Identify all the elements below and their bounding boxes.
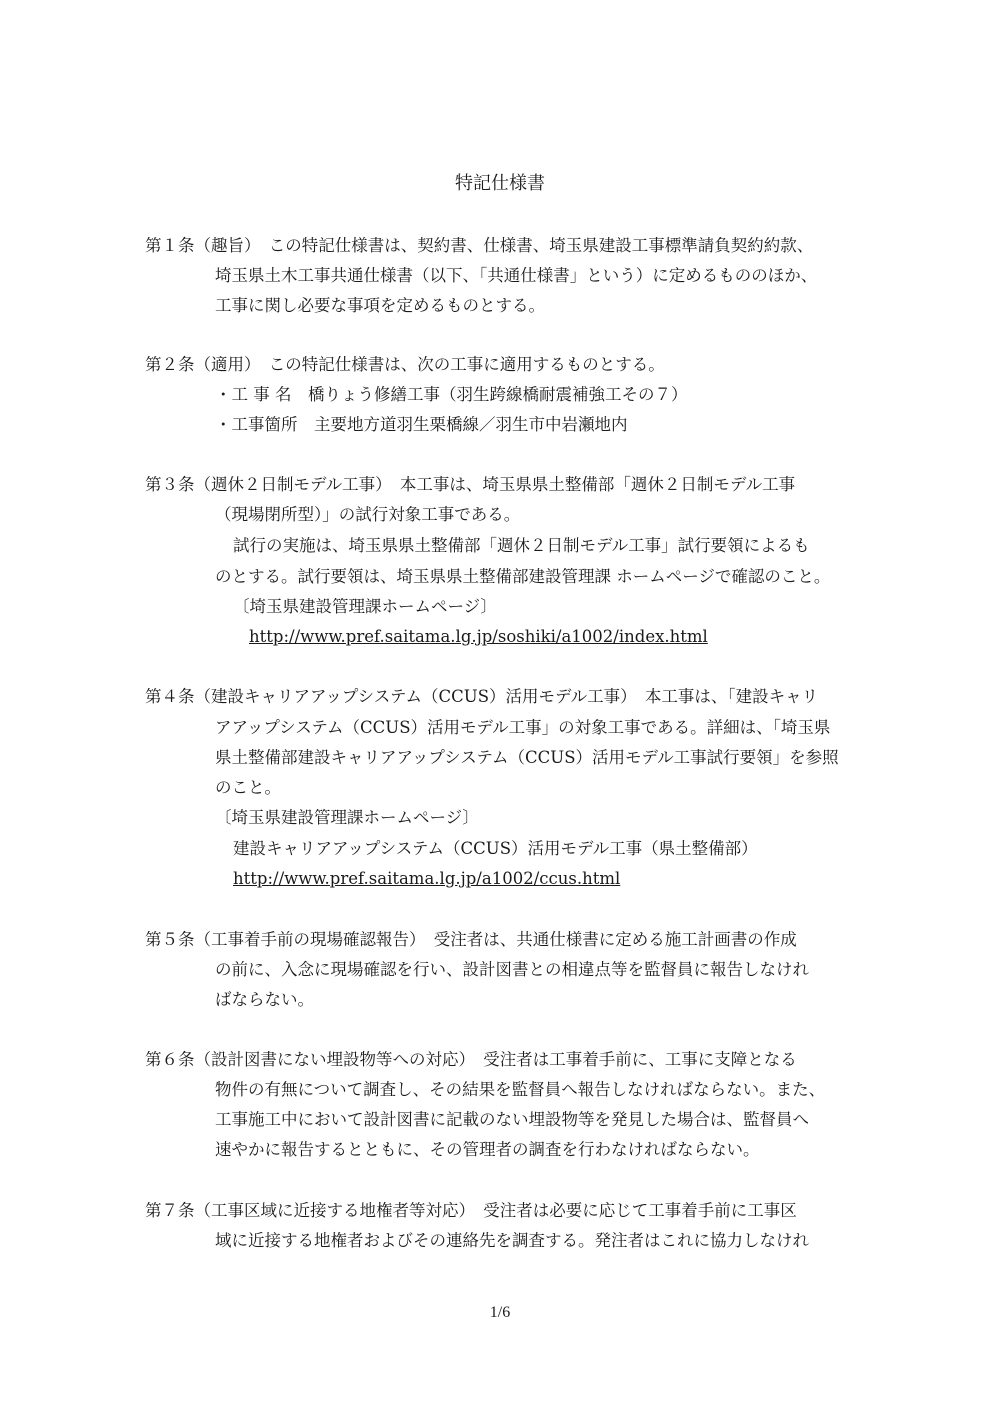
article-5-line-2: の前に、入念に現場確認を行い、設計図書との相違点等を監督員に報告しなけれ bbox=[215, 960, 809, 979]
article-4-homepage-label: 〔埼玉県建設管理課ホームページ〕 bbox=[215, 808, 479, 827]
article-6-line-3: 工事施工中において設計図書に記載のない埋設物等を発見した場合は、監督員へ bbox=[215, 1110, 809, 1129]
article-4-homepage-link[interactable]: http://www.pref.saitama.lg.jp/a1002/ccus.html bbox=[233, 869, 621, 888]
article-4-line-2: アアップシステム（CCUS）活用モデル工事」の対象工事である。詳細は、「埼玉県 bbox=[215, 718, 831, 737]
article-2-line-1: 第２条（適用） この特記仕様書は、次の工事に適用するものとする。 bbox=[145, 355, 665, 374]
article-5-line-3: ばならない。 bbox=[215, 990, 314, 1009]
article-1-line-1: 第１条（趣旨） この特記仕様書は、契約書、仕様書、埼玉県建設工事標準請負契約約款、 bbox=[145, 236, 814, 255]
article-6-line-4: 速やかに報告するとともに、その管理者の調査を行わなければならない。 bbox=[215, 1140, 760, 1159]
article-4-line-4: のこと。 bbox=[215, 778, 281, 797]
article-1-line-3: 工事に関し必要な事項を定めるものとする。 bbox=[215, 296, 545, 315]
article-2-item-construction-name: ・工 事 名 橋りょう修繕工事（羽生跨線橋耐震補強工その７） bbox=[215, 385, 688, 404]
article-7-line-1: 第７条（工事区域に近接する地権者等対応） 受注者は必要に応じて工事着手前に工事区 bbox=[145, 1201, 797, 1220]
document-title: 特記仕様書 bbox=[455, 173, 545, 194]
article-3-homepage-link[interactable]: http://www.pref.saitama.lg.jp/soshiki/a1002/index.html bbox=[249, 627, 708, 646]
page-number: 1/6 bbox=[489, 1304, 511, 1321]
article-4-line-1: 第４条（建設キャリアアップシステム（CCUS）活用モデル工事） 本工事は、「建設キャリ bbox=[145, 687, 819, 706]
article-6-line-2: 物件の有無について調査し、その結果を監督員へ報告しなければならない。また、 bbox=[215, 1080, 826, 1099]
article-3-line-4: のとする。試行要領は、埼玉県県土整備部建設管理課 ホームページで確認のこと。 bbox=[215, 567, 831, 586]
article-3-line-2: （現場閉所型）」の試行対象工事である。 bbox=[215, 505, 521, 524]
article-5-line-1: 第５条（工事着手前の現場確認報告） 受注者は、共通仕様書に定める施工計画書の作成 bbox=[145, 930, 797, 949]
article-2-item-construction-site: ・工事箇所 主要地方道羽生栗橋線／羽生市中岩瀬地内 bbox=[215, 415, 628, 434]
article-3-line-3: 試行の実施は、埼玉県県土整備部「週休２日制モデル工事」試行要領によるも bbox=[233, 536, 810, 555]
article-6-line-1: 第６条（設計図書にない埋設物等への対応） 受注者は工事着手前に、工事に支障となる bbox=[145, 1050, 797, 1069]
article-3-line-1: 第３条（週休２日制モデル工事） 本工事は、埼玉県県土整備部「週休２日制モデル工事 bbox=[145, 475, 796, 494]
article-1-line-2: 埼玉県土木工事共通仕様書（以下、「共通仕様書」という）に定めるもののほか、 bbox=[215, 266, 818, 285]
article-4-line-3: 県土整備部建設キャリアアップシステム（CCUS）活用モデル工事試行要領」を参照 bbox=[215, 748, 839, 767]
article-4-homepage-page-name: 建設キャリアアップシステム（CCUS）活用モデル工事（県土整備部） bbox=[233, 839, 758, 858]
article-7-line-2: 域に近接する地権者およびその連絡先を調査する。発注者はこれに協力しなけれ bbox=[215, 1231, 809, 1250]
article-3-homepage-label: 〔埼玉県建設管理課ホームページ〕 bbox=[233, 597, 497, 616]
